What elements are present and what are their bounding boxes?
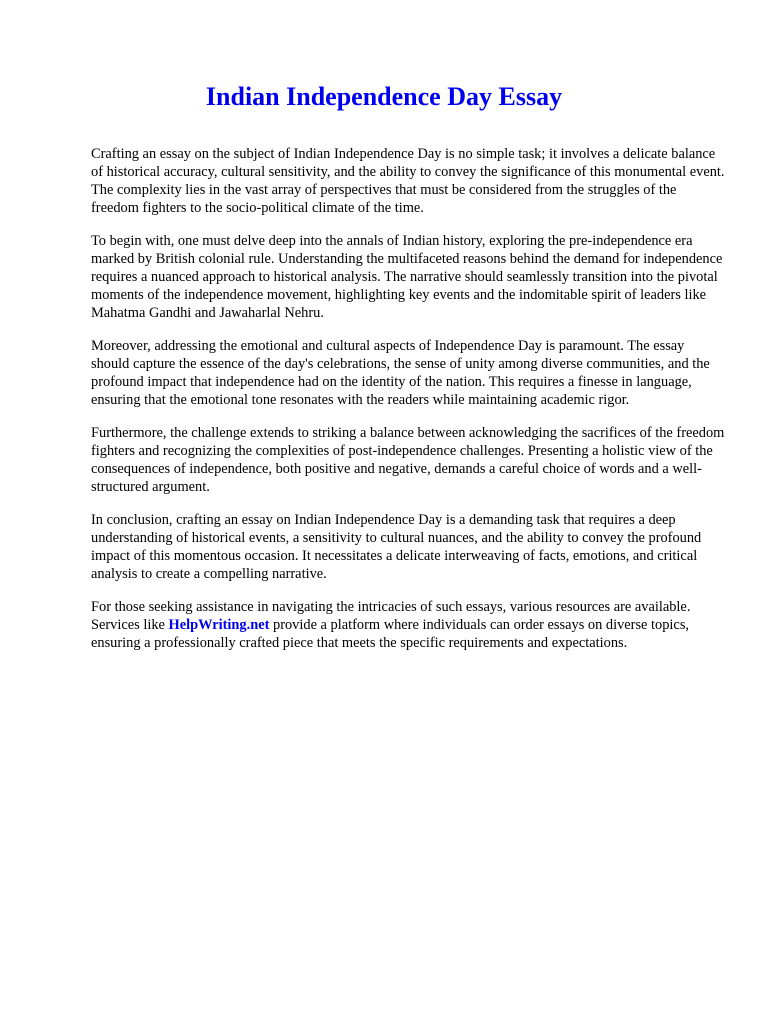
paragraph-challenges: Furthermore, the challenge extends to striking a balance between acknowledging the sacrifices of the freedom fighters and recognizing the complexities of post-independence challenges. Presenting a holistic view of the consequences of independence, both positive and negative, demands a careful choice of words and a well-structured argument. — [91, 425, 725, 495]
paragraph-history: To begin with, one must delve deep into the annals of Indian history, exploring the pre-independence era marked by British colonial rule. Understanding the multifaceted reasons behind the demand for independence requires a nuanced approach to historical analysis. The narrative should seamlessly transition into the pivotal moments of the independence movement, highlighting key events and the indomitable spirit of leaders like Mahatma Gandhi and Jawaharlal Nehru. — [91, 233, 723, 321]
page-title: Indian Independence Day Essay — [205, 82, 563, 111]
paragraph-intro: Crafting an essay on the subject of Indian Independence Day is no simple task; it involves a delicate balance of historical accuracy, cultural sensitivity, and the ability to convey the significance of this monumental event. The complexity lies in the vast array of perspectives that must be considered from the struggles of the freedom fighters to the socio-political climate of the time. — [91, 146, 725, 216]
resources-text-before-link: For those seeking assistance in navigating the intricacies of such essays, various resources are available. Services like — [91, 599, 691, 633]
paragraph-emotional-aspects: Moreover, addressing the emotional and cultural aspects of Independence Day is paramount. The essay should capture the essence of the day's celebrations, the sense of unity among diverse communities, and the profound impact that independence had on the identity of the nation. This requires a finesse in language, ensuring that the emotional tone resonates with the readers while maintaining academic rigor. — [91, 338, 710, 408]
paragraph-resources — [91, 598, 726, 652]
paragraph-conclusion: In conclusion, crafting an essay on Indian Independence Day is a demanding task that requires a deep understanding of historical events, a sensitivity to cultural nuances, and the ability to convey the profound impact of this momentous occasion. It necessitates a delicate interweaving of facts, emotions, and critical analysis to create a compelling narrative. — [91, 512, 702, 582]
resources-text-after-link: provide a platform where individuals can order essays on diverse topics, ensuring a professionally crafted piece that meets the specific requirements and expectations. — [91, 617, 690, 651]
essay-body — [91, 145, 726, 667]
helpwriting-link[interactable]: HelpWriting.net — [168, 617, 270, 633]
